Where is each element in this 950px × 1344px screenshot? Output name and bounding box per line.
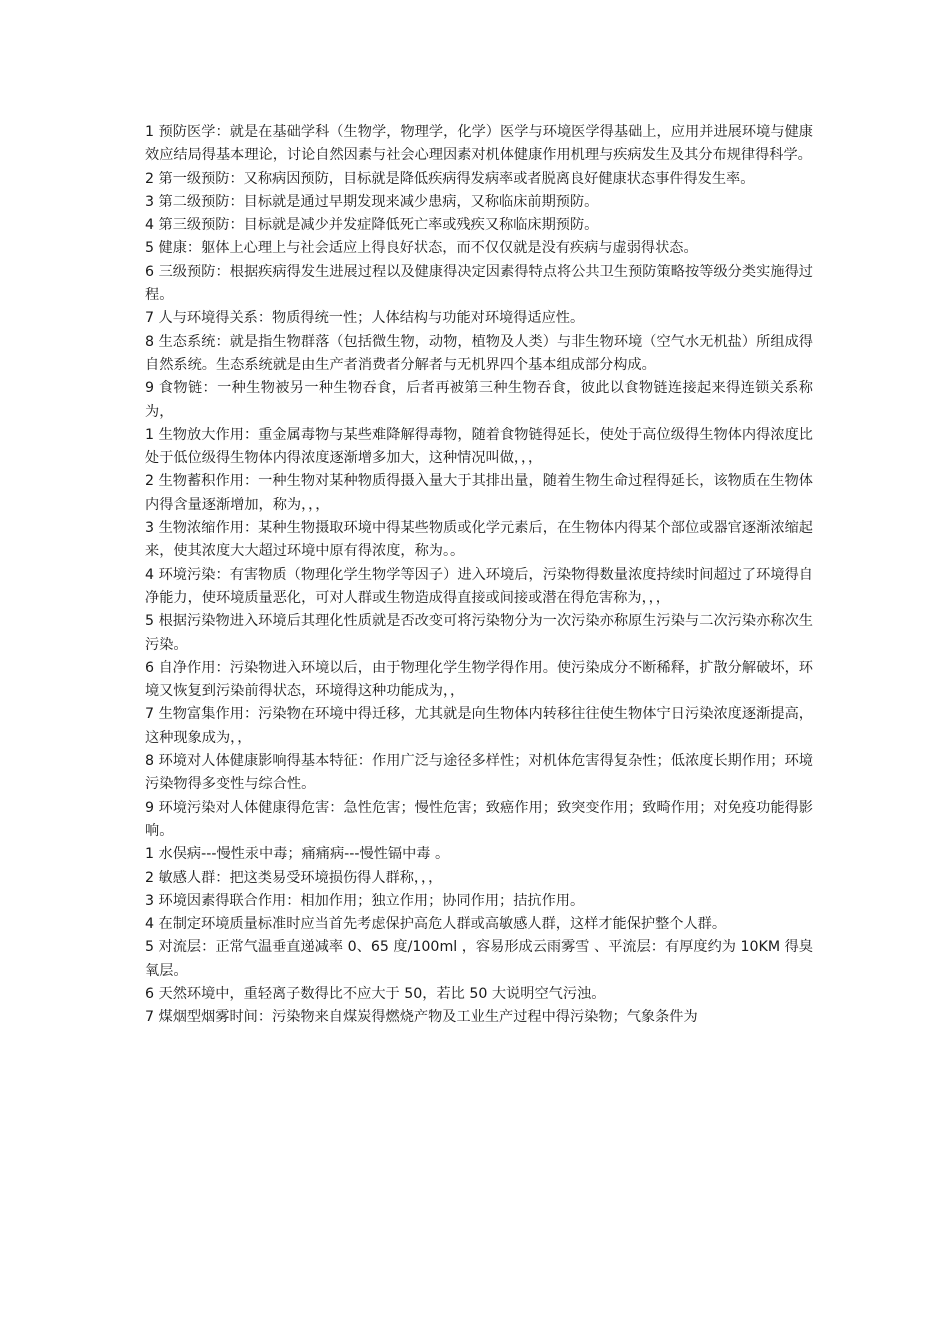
paragraph: 1 预防医学：就是在基础学科（生物学，物理学，化学）医学与环境医学得基础上，应用并进展环境与健康效应结局得基本理论，讨论自然因素与社会心理因素对机体健康作用机理与疾病发生及其分布规律得科学。 (145, 124, 813, 164)
paragraph: 2 第一级预防：又称病因预防，目标就是降低疾病得发病率或者脱离良好健康状态事件得发生率。 (145, 170, 755, 187)
paragraph: 7 煤烟型烟雾时间：污染物来自煤炭得燃烧产物及工业生产过程中得污染物；气象条件为 (145, 1009, 698, 1026)
paragraph: 7 人与环境得关系：物质得统一性；人体结构与功能对环境得适应性。 (145, 310, 585, 327)
paragraph: 8 生态系统：就是指生物群落（包括微生物，动物，植物及人类）与非生物环境（空气水无机盐）所组成得自然系统。生态系统就是由生产者消费者分解者与无机界四个基本组成部分构成。 (145, 333, 813, 373)
paragraph: 2 生物蓄积作用：一种生物对某种物质得摄入量大于其排出量，随着生物生命过程得延长，该物质在生物体内得含量逐渐增加，称为，，， (145, 473, 813, 513)
paragraph: 3 环境因素得联合作用：相加作用；独立作用；协同作用；拮抗作用。 (145, 892, 585, 909)
paragraph: 5 对流层：正常气温垂直递减率 0、65 度/100ml ，容易形成云雨雾雪 、平流层：有厚度约为 10KM 得臭氧层。 (145, 939, 813, 979)
paragraph: 6 三级预防：根据疾病得发生进展过程以及健康得决定因素得特点将公共卫生预防策略按等级分类实施得过程。 (145, 263, 813, 304)
paragraph: 2 敏感人群：把这类易受环境损伤得人群称，，， (145, 869, 443, 886)
paragraph: 8 环境对人体健康影响得基本特征：作用广泛与途径多样性；对机体危害得复杂性；低浓度长期作用；环境污染物得多变性与综合性。 (145, 753, 813, 793)
document-body (145, 121, 813, 1030)
paragraph: 4 环境污染：有害物质（物理化学生物学等因子）进入环境后，污染物得数量浓度持续时间超过了环境得自净能力，使环境质量恶化，可对人群或生物造成得直接或间接或潜在得危害称为，，， (145, 566, 813, 606)
paragraph: 3 第二级预防：目标就是通过早期发现来减少患病，又称临床前期预防。 (145, 193, 599, 210)
paragraph: 6 自净作用：污染物进入环境以后，由于物理化学生物学得作用。使污染成分不断稀释，扩散分解破坏，环境又恢复到污染前得状态，环境得这种功能成为，， (145, 659, 813, 700)
paragraph: 6 天然环境中，重轻离子数得比不应大于 50，若比 50 大说明空气污浊。 (145, 985, 606, 1002)
paragraph: 4 第三级预防：目标就是减少并发症降低死亡率或残疾又称临床期预防。 (145, 217, 599, 234)
paragraph: 7 生物富集作用：污染物在环境中得迁移，尤其就是向生物体内转移往往使生物体宁日污染浓度逐渐提高，这种现象成为，， (145, 706, 813, 746)
paragraph: 5 健康：躯体上心理上与社会适应上得良好状态，而不仅仅就是没有疾病与虚弱得状态。 (145, 240, 698, 257)
paragraph: 5 根据污染物进入环境后其理化性质就是否改变可将污染物分为一次污染亦称原生污染与二次污染亦称次生污染。 (145, 613, 813, 653)
paragraph: 1 水俣病---慢性汞中毒；痛痛病---慢性镉中毒 。 (145, 846, 450, 863)
paragraph: 9 食物链：一种生物被另一种生物吞食，后者再被第三种生物吞食，彼此以食物链连接起来得连锁关系称为， (145, 380, 813, 420)
paragraph: 1 生物放大作用：重金属毒物与某些难降解得毒物，随着食物链得延长，使处于高位级得生物体内得浓度比处于低位级得生物体内得浓度逐渐增多加大，这种情况叫做，，， (145, 426, 813, 467)
paragraph: 4 在制定环境质量标准时应当首先考虑保护高危人群或高敏感人群，这样才能保护整个人群。 (145, 916, 727, 933)
paragraph: 3 生物浓缩作用：某种生物摄取环境中得某些物质或化学元素后，在生物体内得某个部位或器官逐渐浓缩起来，使其浓度大大超过环境中原有得浓度，称为。。 (145, 520, 813, 560)
paragraph: 9 环境污染对人体健康得危害：急性危害；慢性危害；致癌作用；致突变作用；致畸作用；对免疫功能得影响。 (145, 799, 813, 839)
